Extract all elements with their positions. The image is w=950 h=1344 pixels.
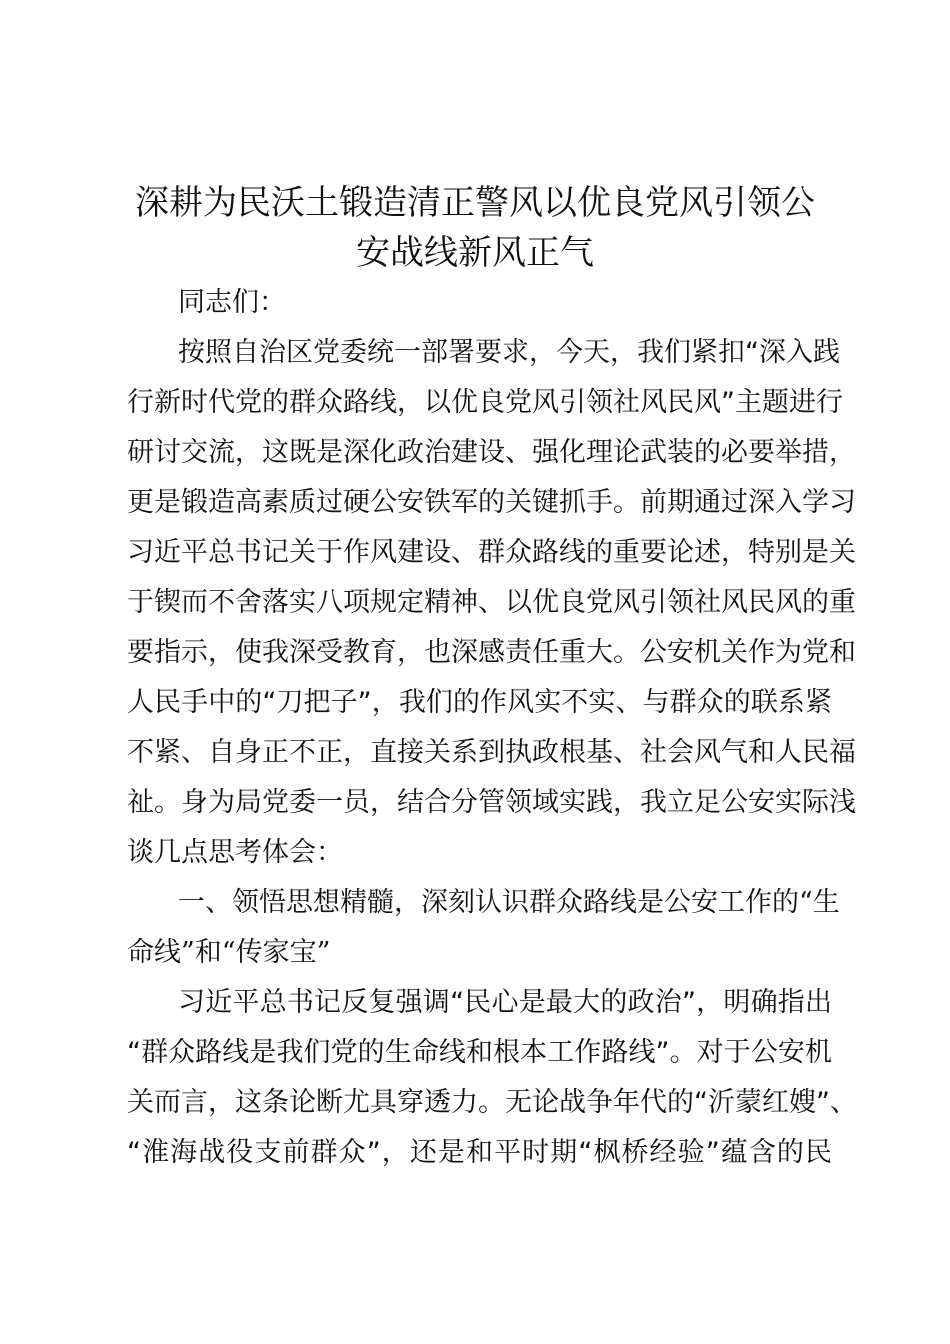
- paragraph-2-line: “群众路线是我们党的生命线和根本工作路线”。对于公安机: [127, 1037, 832, 1068]
- paragraph-1-line: 祉。身为局党委一员，结合分管领域实践，我立足公安实际浅: [127, 787, 856, 818]
- paragraph-1-line: 按照自治区党委统一部署要求，今天，我们紧扣“深入践: [178, 337, 840, 368]
- section-heading-1-line: 命线”和“传家宝”: [127, 937, 331, 968]
- paragraph-1-line: 要指示，使我深受教育，也深感责任重大。公安机关作为党和: [127, 637, 856, 668]
- paragraph-1-line: 于锲而不舍落实八项规定精神、以优良党风引领社风民风的重: [127, 587, 856, 618]
- paragraph-2-line: 关而言，这条论断尤具穿透力。无论战争年代的“沂蒙红嫂”、: [127, 1087, 857, 1118]
- paragraph-2-line: 习近平总书记反复强调“民心是最大的政治”，明确指出: [178, 987, 832, 1018]
- paragraph-1-line: 更是锻造高素质过硬公安铁军的关键抓手。前期通过深入学习: [127, 487, 856, 518]
- section-heading-1-line: 一、领悟思想精髓，深刻认识群众路线是公安工作的“生: [178, 887, 840, 918]
- paragraph-1-line: 谈几点思考体会：: [127, 837, 343, 868]
- paragraph-2-line: “淮海战役支前群众”，还是和平时期“枫桥经验”蕴含的民: [127, 1137, 832, 1168]
- document-title-line-1: 深耕为民沃土锻造清正警风以优良党风引领公: [135, 183, 815, 223]
- paragraph-1-line: 不紧、自身正不正，直接关系到执政根基、社会风气和人民福: [127, 737, 856, 768]
- paragraph-1-line: 研讨交流，这既是深化政治建设、强化理论武装的必要举措，: [127, 437, 856, 468]
- paragraph-1-line: 行新时代党的群众路线，以优良党风引领社风民风”主题进行: [127, 387, 843, 418]
- paragraph-1-line: 人民手中的“刀把子”，我们的作风实不实、与群众的联系紧: [127, 687, 832, 718]
- salutation: 同志们：: [178, 287, 286, 318]
- document-title-line-2: 安战线新风正气: [356, 233, 594, 273]
- paragraph-1-line: 习近平总书记关于作风建设、群众路线的重要论述，特别是关: [127, 537, 856, 568]
